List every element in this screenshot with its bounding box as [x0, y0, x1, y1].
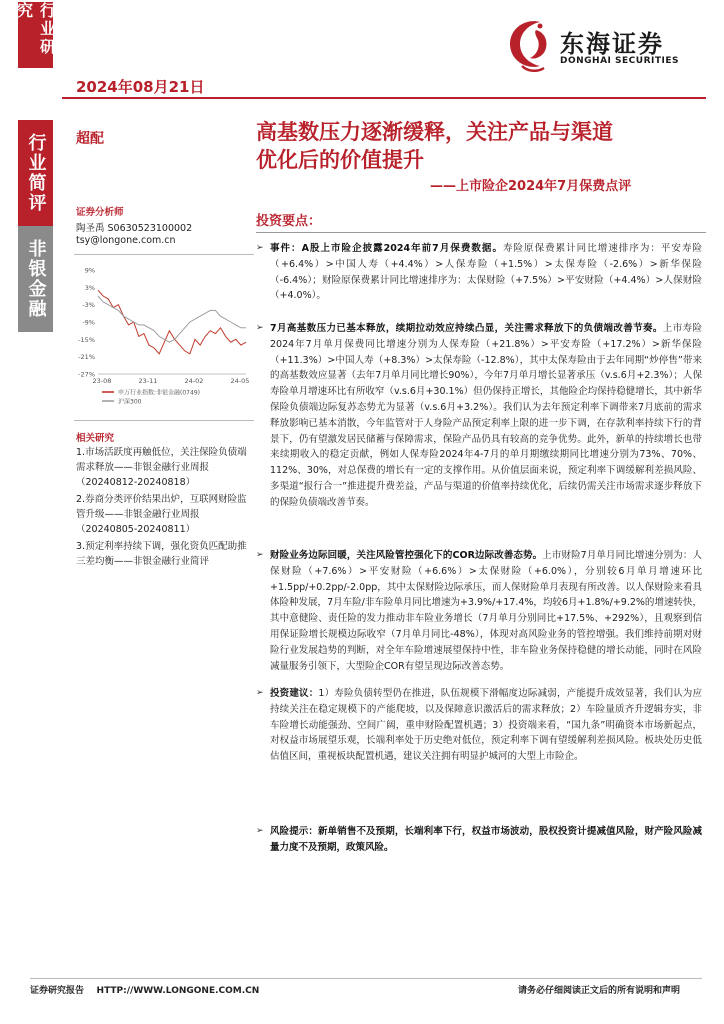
related-item[interactable]: 3.预定利率持续下调，强化资负匹配助推三差均衡——非银金融行业简评	[76, 541, 247, 567]
bullet-bold: 财险业务边际回暖，关注风险管控强化下的COR边际改善态势。	[270, 550, 543, 561]
report-subtitle: ——上市险企2024年7月保费点评	[430, 179, 632, 194]
chart-divider	[74, 420, 254, 421]
side-tag-industry-research: 行业研究	[18, 2, 53, 68]
points-divider	[256, 232, 706, 233]
bullet-text: 1）寿险负债转型仍在推进，队伍规模下滑幅度边际减弱，产能提升成效显著，我们认为应持续关注在稳定规模下的产能爬坡，以及保障意识激活后的需求释放；2）车险量质齐升逻辑夯实，非车险增长动能强劲、空间广阔，重申财险配置机遇；3）投资端来看，“国九条”明确资本市场新起点，对权益市场展望乐观，长端利率处于历史绝对低位，预定利率下调有望缓解利差损风险。板块处历史低估值区间，重视板块配置机遇，建议关注拥有明显护城河的大型上市险企。	[270, 688, 702, 763]
report-title	[256, 118, 716, 174]
analyst-name: 陶圣禹 S0630523100002	[76, 223, 193, 234]
bullet-bold: 风险提示：新单销售不及预期，长端利率下行，权益市场波动，股权投资计提减值风险，财产险风险减量力度不及预期，政策风险。	[270, 826, 702, 853]
footer-divider	[30, 978, 702, 979]
related-research-heading: 相关研究	[76, 433, 115, 444]
y-tick-label: -21%	[78, 353, 95, 362]
logo-english-name: DONGHAI SECURITIES	[560, 56, 679, 66]
bullet-bold: 投资建议：	[270, 688, 319, 699]
header-divider	[62, 97, 706, 99]
y-tick-label: 9%	[84, 266, 95, 275]
footer-website: 证券研究报告 HTTP://WWW.LONGONE.COM.CN	[30, 986, 260, 996]
bullet-text: 上市寿险2024年7月单月保费同比增速分别为人保寿险（+21.8%）>平安寿险（+17.2%）>新华保险（+11.3%）>中国人寿（+8.3%）>太保寿险（-12.8%），其中太保寿险由于去年同期“炒停售”带来的高基数效应显著（去年7月单月同比增长90%），今年7月单月增长显著承压（v.s.6月+2.3%）；人保寿险单月增速环比有所收窄（v.s.6月+30.1%）但仍保持正增长，其他险企均保持稳健增长，其中新华保险负债端边际复苏态势尤为显著（v.s.6月+3.2%）。我们认为去年预定利率下调带来7月底前的需求释放影响已基本消散，今年监管对于人身险产品预定利率上限的进一步下调，在存款利率持续下行的背景下，仍有望激发居民储蓄与保障需求，保险产品仍具有较高的竞争优势。此外，新单的持续增长也带来续期收入的稳定贡献，例如人保寿险2024年4-7月的单月期缴续期同比增速分别为73%、70%、112%、30%，对总保费的增长有一定的支撑作用。从价值层面来说，预定利率下调缓解利差损风险、多渠道“报行合一”推进提升费差益，产品与渠道的价值率持续优化，后续仍需关注市场需求逐步释放下的保险负债端改善节奏。	[270, 323, 702, 508]
title-line-2: 优化后的价值提升	[256, 148, 424, 172]
y-tick-label: 3%	[84, 283, 95, 292]
bullet-text: 寿险原保费累计同比增速排序为：平安寿险（+6.4%）>中国人寿（+4.4%）>人保寿险（+1.5%）>太保寿险（-2.6%）>新华保险（-6.4%）；财险原保费累计同比增速排序为：太保财险（+7.5%）>平安财险（+4.4%）>人保财险（+4.0%）。	[270, 243, 702, 302]
y-tick-label: -27%	[78, 370, 95, 379]
bullet-arrow-icon: ➢	[256, 323, 264, 333]
related-item[interactable]: 1.市场活跃度再触低位，关注保险负债端需求释放——非银金融行业周报（20240812-20240818）	[76, 447, 247, 488]
logo-chinese-name: 东海证券	[560, 30, 664, 58]
y-tick-label: -9%	[82, 318, 95, 327]
series-line-0	[98, 290, 246, 354]
x-tick-label: 24-05	[230, 377, 250, 385]
bullet-property-insurance	[256, 548, 702, 674]
related-item[interactable]: 2.券商分类评价结果出炉，互联网财险监管升级——非银金融行业周报（20240805-20240811）	[76, 494, 247, 535]
x-tick-label: 24-02	[184, 377, 204, 385]
side-tag-non-bank-finance: 非银金融	[18, 226, 53, 332]
bullet-arrow-icon: ➢	[256, 688, 264, 698]
bullet-text: 上市财险7月单月同比增速分别为：人保财险（+7.6%）>平安财险（+6.6%）>太保财险（+6.0%），分别较6月单月增速环比+1.5pp/+0.2pp/-2.0pp，其中太保财险边际承压，而人保财险单月表现有所改善。以人保财险来看具体险种发展，7月车险/非车险单月同比增速为+3.9%/+17.4%，均较6月+1.8%/+9.2%的增速转快，其中意健险、责任险的发力推动非车险业务增长（7月单月分别同比+17.5%、+292%），且观察到信用保证险增长规模边际收窄（7月单月同比-48%），体现对高风险业务的管控增强。我们维持前期对财险行业发展趋势的判断，对全年车险增速展望保持中性，非车险业务保持稳健的增长动能，同时在风险减量服务引领下，大型险企COR有望呈现边际改善态势。	[270, 550, 702, 672]
report-date: 2024年08月21日	[76, 78, 205, 96]
bullet-event	[256, 241, 702, 304]
x-tick-label: 23-08	[92, 377, 112, 385]
bullet-life-insurance	[256, 321, 702, 511]
y-tick-label: -15%	[78, 335, 95, 344]
legend-label: 沪深300	[118, 398, 142, 406]
analyst-divider	[74, 254, 254, 255]
footer-disclaimer: 请务必仔细阅读正文后的所有说明和声明	[518, 986, 681, 996]
bullet-bold: 7月高基数压力已基本释放，续期拉动效应持续凸显，关注需求释放下的负债端改善节奏。	[270, 323, 663, 334]
company-logo	[500, 16, 710, 76]
dragon-logo-icon	[500, 16, 556, 74]
bullet-arrow-icon: ➢	[256, 826, 264, 836]
bullet-bold: 事件：A股上市险企披露2024年前7月保费数据。	[270, 243, 503, 254]
bullet-investment-advice	[256, 686, 702, 765]
investment-points-heading: 投资要点：	[256, 214, 322, 229]
side-tag-industry-brief: 行业简评	[18, 120, 53, 226]
y-tick-label: -3%	[82, 301, 95, 310]
bullet-arrow-icon: ➢	[256, 550, 264, 560]
industry-rating: 超配	[76, 131, 104, 147]
analyst-email: tsy@longone.com.cn	[76, 235, 176, 246]
related-research-list	[76, 445, 254, 569]
legend-label: 申万行业指数:非银金融(0749)	[118, 389, 200, 397]
analyst-heading: 证券分析师	[76, 207, 124, 218]
x-tick-label: 23-11	[138, 377, 158, 385]
bullet-risk-warning	[256, 824, 702, 856]
bullet-arrow-icon: ➢	[256, 243, 264, 253]
title-line-1: 高基数压力逐渐缓释，关注产品与渠道	[256, 120, 613, 144]
performance-line-chart	[74, 262, 254, 412]
